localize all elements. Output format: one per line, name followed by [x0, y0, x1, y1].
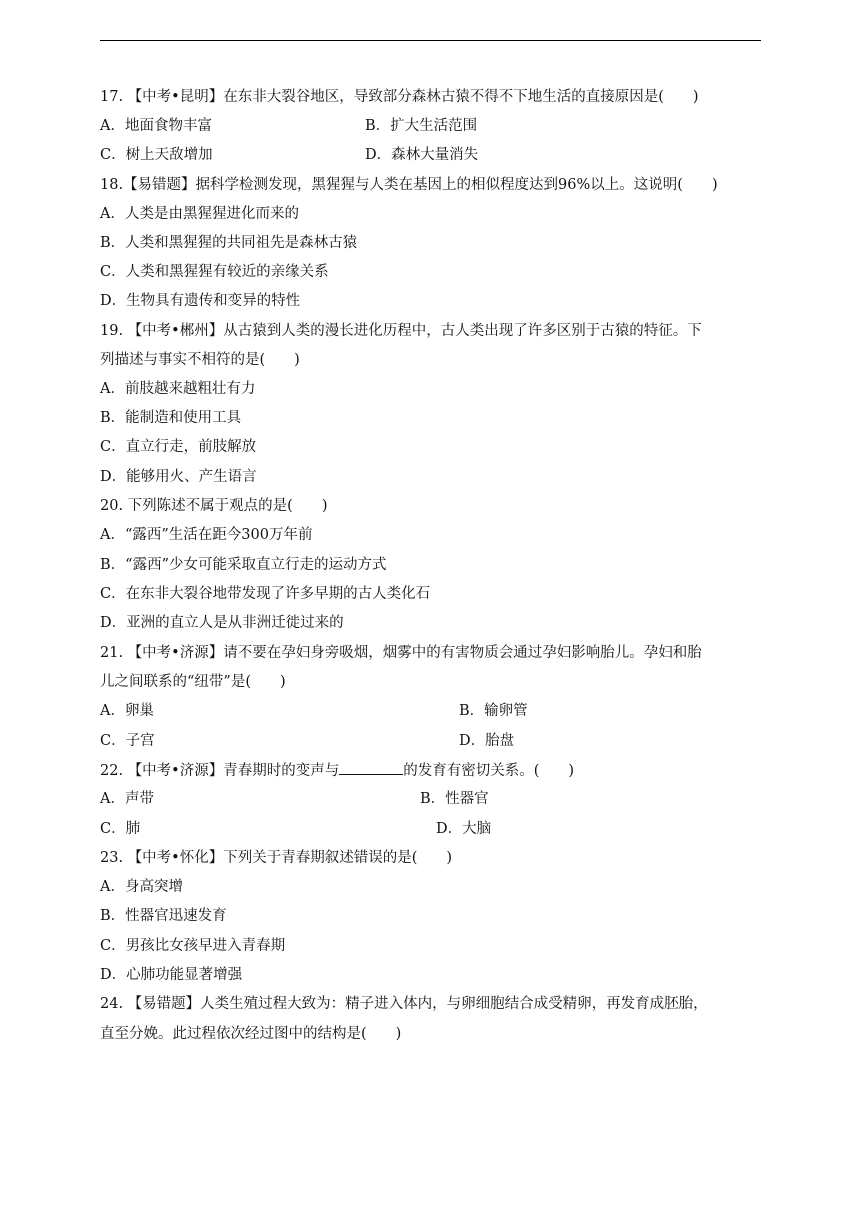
option-a: A．卵巢 [100, 703, 154, 719]
option-c: C．子宫 [100, 733, 155, 749]
option-d: D．森林大量消失 [365, 147, 479, 163]
option-a: A．声带 [100, 791, 154, 807]
question-24-stem-cont: 直至分娩。此过程依次经过图中的结构是( ) [100, 1026, 402, 1042]
question-19-stem-cont: 列描述与事实不相符的是( ) [100, 352, 300, 368]
option-a: A．“露西”生活在距今300万年前 [100, 527, 313, 543]
question-18-stem: 18.【易错题】据科学检测发现，黑猩猩与人类在基因上的相似程度达到96%以上。这说明( ) [100, 177, 718, 193]
option-d: D．大脑 [436, 821, 492, 837]
option-b: B．人类和黑猩猩的共同祖先是森林古猿 [100, 235, 358, 251]
option-c: C．树上天敌增加 [100, 147, 213, 163]
option-c: C．肺 [100, 821, 141, 837]
option-d: D．心肺功能显著增强 [100, 967, 243, 983]
question-21-stem-cont: 儿之间联系的“纽带”是( ) [100, 674, 286, 690]
option-c: C．在东非大裂谷地带发现了许多早期的古人类化石 [100, 586, 431, 602]
question-20-stem: 20. 下列陈述不属于观点的是( ) [100, 498, 328, 514]
option-c: C．男孩比女孩早进入青春期 [100, 938, 286, 954]
question-22-stem-part1: 22. 【中考•济源】青春期时的变声与 [100, 763, 340, 779]
option-b: B．“露西”少女可能采取直立行走的运动方式 [100, 557, 387, 573]
question-24-stem: 24. 【易错题】人类生殖过程大致为：精子进入体内，与卵细胞结合成受精卵，再发育成胚胎， [100, 996, 708, 1012]
option-a: A．身高突增 [100, 879, 183, 895]
option-b: B．性器官迅速发育 [100, 908, 227, 924]
question-21-stem: 21. 【中考•济源】请不要在孕妇身旁吸烟，烟雾中的有害物质会通过孕妇影响胎儿。孕妇和胎 [100, 645, 702, 661]
option-d: D．胎盘 [459, 733, 515, 749]
question-19-stem: 19. 【中考•郴州】从古猿到人类的漫长进化历程中，古人类出现了许多区别于古猿的特征。下 [100, 323, 702, 339]
fill-blank [339, 760, 403, 775]
option-c: C．人类和黑猩猩有较近的亲缘关系 [100, 264, 329, 280]
option-d: D．能够用火、产生语言 [100, 469, 257, 485]
option-b: B．能制造和使用工具 [100, 410, 242, 426]
question-22-stem-part2: 的发育有密切关系。( ) [403, 763, 575, 779]
option-a: A．人类是由黑猩猩进化而来的 [100, 206, 299, 222]
question-17-stem: 17. 【中考•昆明】在东非大裂谷地区，导致部分森林古猿不得不下地生活的直接原因是( ) [100, 89, 699, 105]
header-rule [100, 40, 761, 41]
question-23-stem: 23. 【中考•怀化】下列关于青春期叙述错误的是( ) [100, 850, 453, 866]
option-c: C．直立行走，前肢解放 [100, 439, 257, 455]
option-b: B．输卵管 [459, 703, 528, 719]
option-b: B．性器官 [420, 791, 489, 807]
option-a: A．地面食物丰富 [100, 118, 212, 134]
option-b: B．扩大生活范围 [365, 118, 478, 134]
option-d: D．亚洲的直立人是从非洲迁徙过来的 [100, 615, 344, 631]
question-22-stem [100, 760, 761, 781]
option-d: D．生物具有遗传和变异的特性 [100, 293, 301, 309]
option-a: A．前肢越来越粗壮有力 [100, 381, 256, 397]
